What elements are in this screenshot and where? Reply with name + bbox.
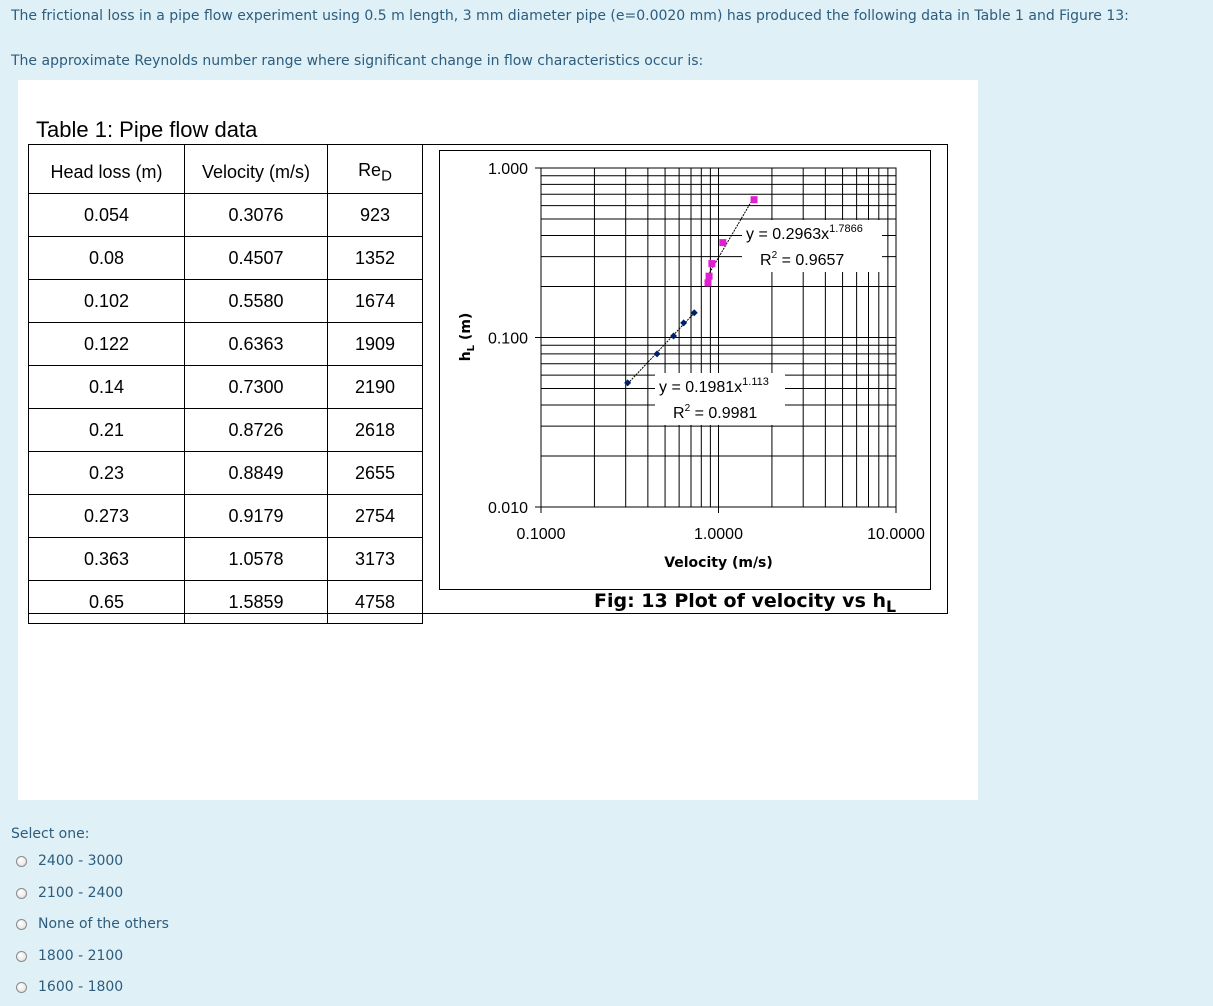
y-tick-label: 1.000 [487, 161, 528, 178]
cell-reynolds: 2754 [328, 495, 423, 538]
data-point [680, 319, 687, 326]
velocity-headloss-chart [440, 151, 930, 589]
fit-equation: $y = 0.2963x^{1.7866}$ [746, 223, 863, 243]
cell-head-loss: 0.273 [29, 495, 185, 538]
cell-velocity: 0.3076 [185, 194, 328, 237]
chart-area [439, 150, 931, 590]
table-row [29, 237, 423, 280]
option-label: None of the others [38, 916, 169, 932]
cell-head-loss: 0.054 [29, 194, 185, 237]
data-point [719, 239, 726, 246]
cell-head-loss: 0.65 [29, 581, 185, 624]
cell-reynolds: 3173 [328, 538, 423, 581]
data-point [708, 260, 715, 267]
fit-r-squared: $R^2 = 0.9657$ [760, 250, 845, 269]
cell-reynolds: 2655 [328, 452, 423, 495]
table-row [29, 495, 423, 538]
table-row [29, 194, 423, 237]
y-axis-label: $h_L$ (m) [458, 312, 477, 362]
header-re-sub: D [381, 167, 392, 185]
cell-head-loss: 0.23 [29, 452, 185, 495]
question-prompt: The approximate Reynolds number range where significant change in flow characteristics occur is: [11, 53, 704, 69]
table-row [29, 366, 423, 409]
cell-velocity: 0.8849 [185, 452, 328, 495]
cell-velocity: 0.9179 [185, 495, 328, 538]
fit-r-squared: $R^2 = 0.9981$ [673, 403, 758, 422]
header-reynolds [328, 145, 423, 194]
cell-reynolds: 923 [328, 194, 423, 237]
option-label: 2400 - 3000 [38, 853, 124, 869]
caption-sub: L [886, 596, 897, 616]
header-head-loss: Head loss (m) [29, 145, 185, 194]
data-point [670, 333, 677, 340]
data-point [654, 350, 661, 357]
cell-head-loss: 0.08 [29, 237, 185, 280]
data-point [706, 273, 713, 280]
cell-velocity: 0.7300 [185, 366, 328, 409]
table-row [29, 323, 423, 366]
cell-velocity: 1.0578 [185, 538, 328, 581]
figure-caption [594, 590, 896, 616]
cell-head-loss: 0.21 [29, 409, 185, 452]
y-tick-label: 0.100 [487, 330, 528, 348]
header-re: Re [358, 159, 382, 180]
answer-option[interactable] [16, 916, 169, 932]
y-tick-label: 0.010 [487, 500, 528, 517]
cell-reynolds: 2190 [328, 366, 423, 409]
table-row [29, 538, 423, 581]
cell-velocity: 0.4507 [185, 237, 328, 280]
header-velocity: Velocity (m/s) [185, 145, 328, 194]
cell-reynolds: 2618 [328, 409, 423, 452]
cell-reynolds: 4758 [328, 581, 423, 624]
fit-equation: $y = 0.1981x^{1.113}$ [659, 376, 769, 396]
cell-head-loss: 0.122 [29, 323, 185, 366]
cell-velocity: 0.6363 [185, 323, 328, 366]
cell-velocity: 0.5580 [185, 280, 328, 323]
radio-button[interactable] [16, 951, 27, 962]
table-title: Table 1: Pipe flow data [36, 117, 258, 142]
data-point [751, 196, 758, 203]
x-tick-label: 0.1000 [516, 526, 566, 543]
radio-button[interactable] [16, 856, 27, 867]
radio-button[interactable] [16, 888, 27, 899]
cell-velocity: 0.8726 [185, 409, 328, 452]
answer-option[interactable] [16, 885, 123, 901]
table-row [29, 581, 423, 624]
data-point [624, 379, 631, 386]
cell-reynolds: 1352 [328, 237, 423, 280]
x-tick-label: 1.0000 [694, 526, 743, 543]
table-row [29, 280, 423, 323]
question-intro: The frictional loss in a pipe flow experiment using 0.5 m length, 3 mm diameter pipe (e=0.0020 mm) has produced the following data in Table 1 and Figure 13: [11, 8, 1129, 24]
radio-button[interactable] [16, 919, 27, 930]
pipe-flow-table [28, 144, 423, 624]
table-row [29, 452, 423, 495]
option-label: 2100 - 2400 [38, 885, 124, 901]
option-label: 1600 - 1800 [38, 979, 124, 995]
table-row [29, 409, 423, 452]
x-axis-label: Velocity (m/s) [664, 555, 773, 571]
data-point [704, 279, 711, 286]
cell-reynolds: 1909 [328, 323, 423, 366]
cell-head-loss: 0.102 [29, 280, 185, 323]
radio-button[interactable] [16, 982, 27, 993]
cell-head-loss: 0.363 [29, 538, 185, 581]
answer-option[interactable] [16, 948, 123, 964]
answer-option[interactable] [16, 853, 123, 869]
caption-text: Fig: 13 Plot of velocity vs h [594, 590, 887, 612]
select-one-label: Select one: [11, 826, 90, 842]
cell-head-loss: 0.14 [29, 366, 185, 409]
cell-reynolds: 1674 [328, 280, 423, 323]
x-tick-label: 10.0000 [867, 526, 925, 543]
cell-velocity: 1.5859 [185, 581, 328, 624]
option-label: 1800 - 2100 [38, 948, 124, 964]
answer-option[interactable] [16, 979, 123, 995]
